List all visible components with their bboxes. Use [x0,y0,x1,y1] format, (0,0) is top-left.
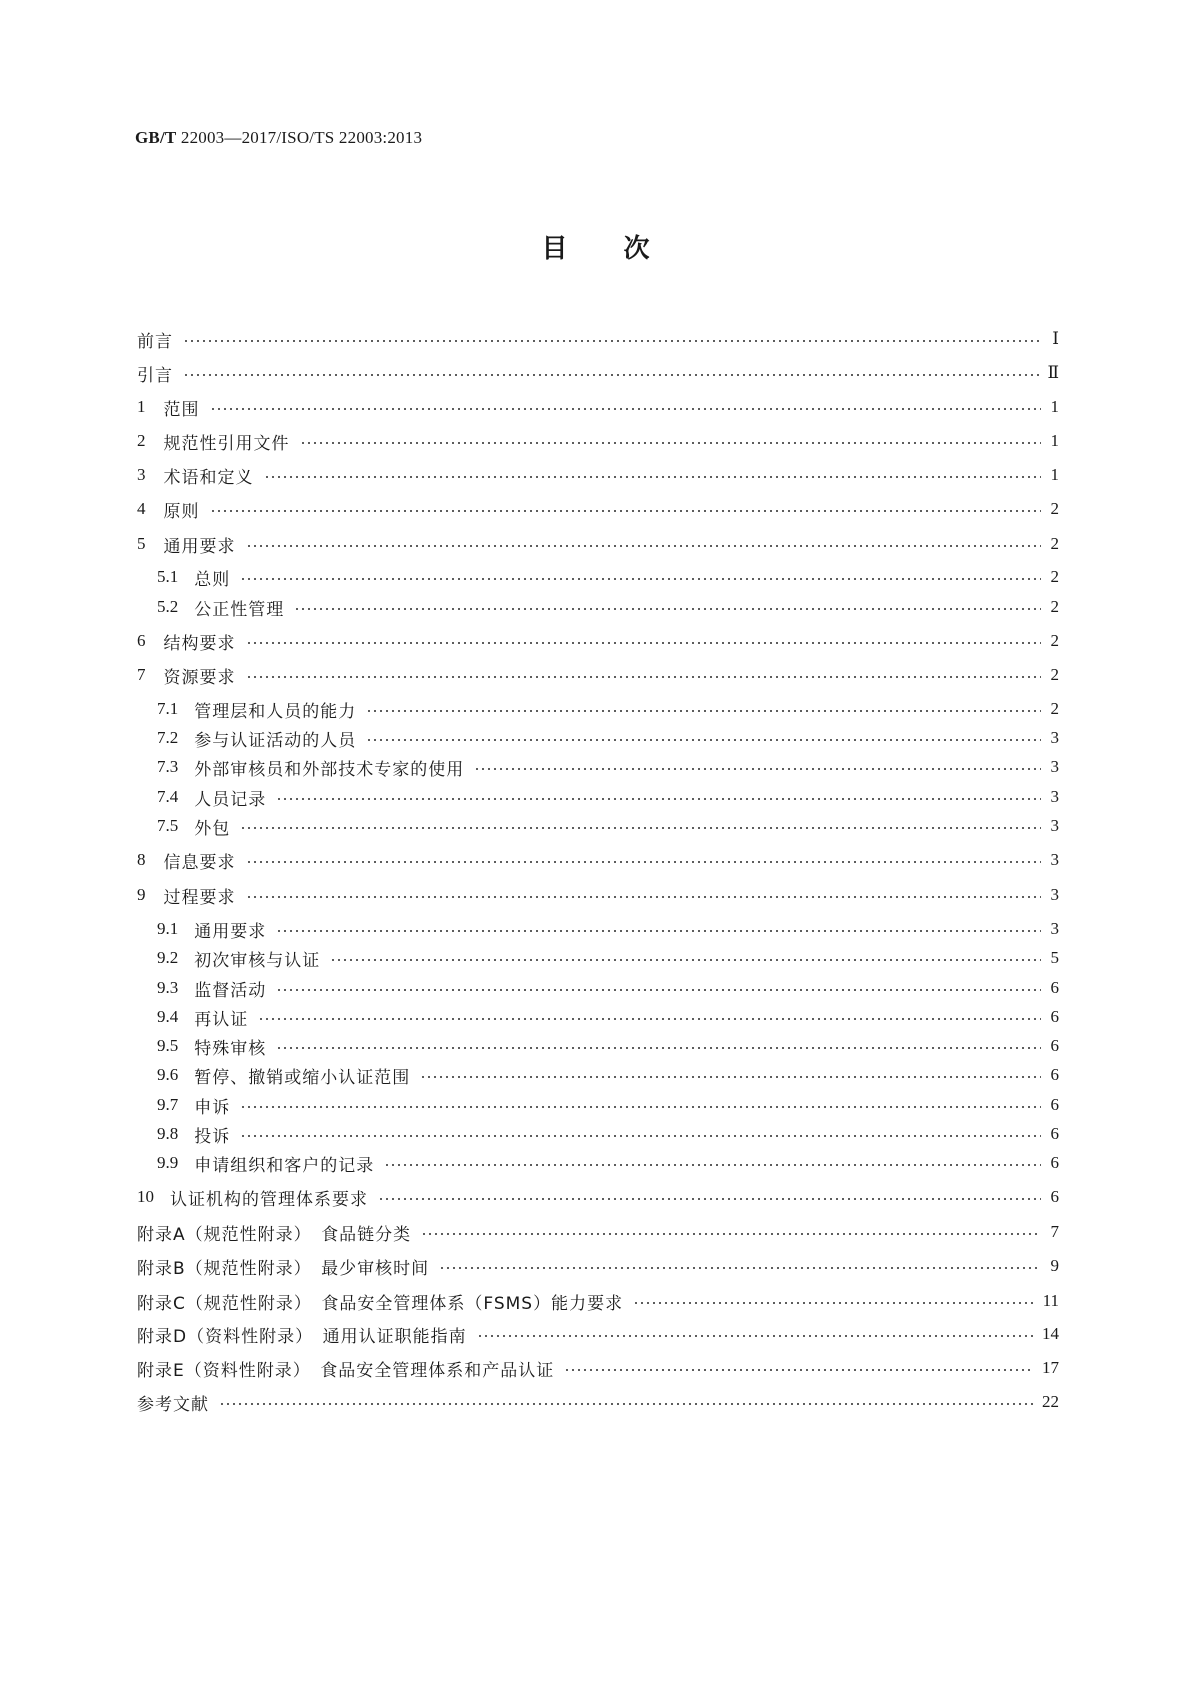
toc-entry-label: 附录D（资料性附录） 通用认证职能指南 [137,1326,467,1347]
toc-entry[interactable] [157,975,1059,1001]
toc-leader-dots [276,988,1041,992]
toc-entry-page: 6 [1050,1007,1059,1026]
toc-entry[interactable] [137,394,1059,420]
toc-entry-page: 6 [1050,1065,1059,1084]
toc-leader-dots [330,958,1041,962]
toc-entry[interactable] [157,916,1059,942]
toc-entry-page: 6 [1050,978,1059,997]
toc-entry[interactable] [157,1092,1059,1118]
toc-entry-page: 2 [1050,631,1059,650]
toc-leader-dots [210,509,1042,513]
toc-entry-page: 3 [1050,757,1059,776]
toc-entry-page: 7 [1050,1222,1059,1241]
toc-entry-number: 5 [137,534,146,553]
toc-entry-label: 结构要求 [163,633,236,654]
toc-entry-label: 人员记录 [194,789,267,810]
toc-entry-page: 3 [1050,885,1059,904]
toc-leader-dots [564,1368,1034,1372]
toc-entry-number: 9.4 [157,1007,179,1026]
toc-leader-dots [246,641,1042,645]
toc-entry-page: 2 [1050,499,1059,518]
toc-entry[interactable] [157,1062,1059,1088]
toc-entry-label: 过程要求 [163,887,236,908]
toc-entry-label: 附录B（规范性附录） 最少审核时间 [137,1258,430,1279]
toc-leader-dots [210,407,1042,411]
toc-entry[interactable] [137,326,1059,352]
toc-leader-dots [240,577,1041,581]
toc-entry[interactable] [137,1219,1059,1245]
toc-leader-dots [384,1163,1041,1167]
toc-entry-label: 投诉 [194,1126,231,1147]
toc-entry-number: 7.4 [157,787,179,806]
toc-entry[interactable] [157,1121,1059,1147]
toc-title: 目次 [541,234,706,264]
toc-entry[interactable] [137,1253,1059,1279]
toc-entry-label: 外部审核员和外部技术专家的使用 [194,759,465,780]
toc-entry[interactable] [157,813,1059,839]
toc-entry-number: 9.1 [157,919,179,938]
toc-entry-page: 2 [1050,699,1059,718]
standard-prefix: GB/T [135,128,177,147]
toc-entry[interactable] [137,360,1059,386]
toc-entry-label: 外包 [194,818,231,839]
toc-entry-label: 初次审核与认证 [194,950,321,971]
toc-entry-number: 5.1 [157,567,179,586]
toc-leader-dots [300,441,1042,445]
toc-leader-dots [421,1232,1041,1236]
toc-entry-page: 2 [1050,665,1059,684]
toc-entry-number: 9.5 [157,1036,179,1055]
toc-entry-number: 7 [137,665,146,684]
toc-entry-number: 9.2 [157,948,179,967]
toc-entry-label: 暂停、撤销或缩小认证范围 [194,1067,411,1088]
toc-entry-page: 3 [1050,728,1059,747]
toc-leader-dots [276,797,1041,801]
toc-entry-label: 申请组织和客户的记录 [194,1155,375,1176]
toc-entry[interactable] [137,1288,1059,1314]
toc-entry[interactable] [137,1389,1059,1415]
toc-entry-label: 范围 [163,399,200,420]
toc-leader-dots [378,1197,1041,1201]
toc-entry-number: 7.1 [157,699,179,718]
toc-entry-label: 前言 [137,331,173,352]
toc-leader-dots [276,1046,1041,1050]
toc-leader-dots [246,860,1042,864]
toc-entry-page: 22 [1042,1392,1059,1411]
toc-entry-number: 9 [137,885,146,904]
toc-entry-page: 3 [1050,919,1059,938]
toc-entry-label: 规范性引用文件 [163,433,290,454]
toc-entry-label: 信息要求 [163,852,236,873]
toc-entry-page: 5 [1050,948,1059,967]
toc-entry-page: 2 [1050,567,1059,586]
toc-entry-page: Ⅰ [1052,329,1059,348]
toc-leader-dots [420,1075,1041,1079]
toc-entry-number: 9.6 [157,1065,179,1084]
toc-leader-dots [246,675,1042,679]
toc-entry[interactable] [137,531,1059,557]
toc-entry-page: 6 [1050,1036,1059,1055]
toc-entry-label: 监督活动 [194,980,267,1001]
toc-entry[interactable] [157,784,1059,810]
toc-entry-page: 14 [1042,1324,1059,1343]
toc-entry[interactable] [137,847,1059,873]
toc-entry[interactable] [157,725,1059,751]
toc-entry-label: 管理层和人员的能力 [194,701,357,722]
toc-entry-page: 2 [1050,597,1059,616]
toc-entry-page: 9 [1050,1256,1059,1275]
toc-leader-dots [477,1334,1034,1338]
toc-entry[interactable] [137,882,1059,908]
toc-entry-label: 参与认证活动的人员 [194,730,357,751]
toc-entry-page: 6 [1050,1095,1059,1114]
toc-leader-dots [366,738,1041,742]
toc-entry-number: 10 [137,1187,154,1206]
toc-entry-page: 1 [1050,431,1059,450]
toc-entry-label: 术语和定义 [163,467,254,488]
toc-entry-number: 9.8 [157,1124,179,1143]
toc-entry[interactable] [137,1355,1059,1381]
toc-entry-number: 5.2 [157,597,179,616]
toc-entry-page: 3 [1050,787,1059,806]
toc-entry[interactable] [137,428,1059,454]
toc-leader-dots [219,1402,1034,1406]
toc-entry-number: 4 [137,499,146,518]
toc-entry[interactable] [157,594,1059,620]
toc-entry-label: 参考文献 [137,1394,209,1415]
toc-entry[interactable] [157,1033,1059,1059]
toc-leader-dots [633,1301,1035,1305]
toc-entry[interactable] [157,1004,1059,1030]
toc-entry[interactable] [157,696,1059,722]
toc-entry-label: 再认证 [194,1009,249,1030]
toc-leader-dots [246,544,1042,548]
toc-entry-page: 6 [1050,1187,1059,1206]
toc-entry-number: 2 [137,431,146,450]
toc-leader-dots [183,373,1039,377]
toc-leader-dots [246,895,1042,899]
toc-leader-dots [258,1017,1041,1021]
toc-entry-label: 附录E（资料性附录） 食品安全管理体系和产品认证 [137,1360,555,1381]
toc-entry-label: 附录A（规范性附录） 食品链分类 [137,1224,412,1245]
toc-entry-page: Ⅱ [1047,363,1059,382]
toc-entry[interactable] [137,662,1059,688]
toc-entry-number: 1 [137,397,146,416]
toc-entry-page: 1 [1050,397,1059,416]
toc-leader-dots [439,1266,1041,1270]
toc-entry[interactable] [157,1150,1059,1176]
toc-entry[interactable] [157,754,1059,780]
toc-entry[interactable] [137,496,1059,522]
toc-entry[interactable] [137,628,1059,654]
toc-entry-page: 3 [1050,816,1059,835]
toc-entry-number: 9.9 [157,1153,179,1172]
toc-leader-dots [474,767,1041,771]
toc-entry-label: 申诉 [194,1097,231,1118]
toc-entry[interactable] [137,1321,1059,1347]
toc-entry-number: 9.7 [157,1095,179,1114]
toc-leader-dots [294,607,1041,611]
toc-entry-number: 7.2 [157,728,179,747]
toc-leader-dots [264,475,1042,479]
toc-entry-page: 17 [1042,1358,1059,1377]
toc-entry-label: 附录C（规范性附录） 食品安全管理体系（FSMS）能力要求 [137,1293,624,1314]
toc-entry[interactable] [157,945,1059,971]
toc-leader-dots [366,709,1041,713]
toc-leader-dots [240,1105,1041,1109]
toc-entry-label: 资源要求 [163,667,236,688]
toc-entry[interactable] [137,462,1059,488]
toc-entry-label: 特殊审核 [194,1038,267,1059]
toc-entry-number: 3 [137,465,146,484]
toc-leader-dots [183,339,1041,343]
toc-entry-page: 11 [1042,1291,1059,1310]
toc-entry-number: 6 [137,631,146,650]
toc-entry-label: 原则 [163,501,200,522]
toc-entry[interactable] [157,564,1059,590]
toc-entry-label: 总则 [194,569,231,590]
toc-entry-page: 1 [1050,465,1059,484]
toc-entry-number: 9.3 [157,978,179,997]
toc-leader-dots [240,826,1041,830]
toc-entry-label: 通用要求 [194,921,267,942]
toc-entry-label: 认证机构的管理体系要求 [170,1189,368,1210]
toc-entry-page: 2 [1050,534,1059,553]
toc-leader-dots [276,929,1041,933]
standard-header [135,128,422,148]
toc-entry[interactable] [137,1184,1059,1210]
toc-entry-number: 8 [137,850,146,869]
toc-entry-label: 引言 [137,365,173,386]
standard-number: 22003—2017/ISO/TS 22003:2013 [176,128,423,147]
toc-entry-label: 公正性管理 [194,599,285,620]
toc-entry-page: 6 [1050,1153,1059,1172]
toc-entry-page: 6 [1050,1124,1059,1143]
toc-leader-dots [240,1134,1041,1138]
toc-entry-number: 7.5 [157,816,179,835]
toc-entry-label: 通用要求 [163,536,236,557]
toc-entry-number: 7.3 [157,757,179,776]
toc-entry-page: 3 [1050,850,1059,869]
